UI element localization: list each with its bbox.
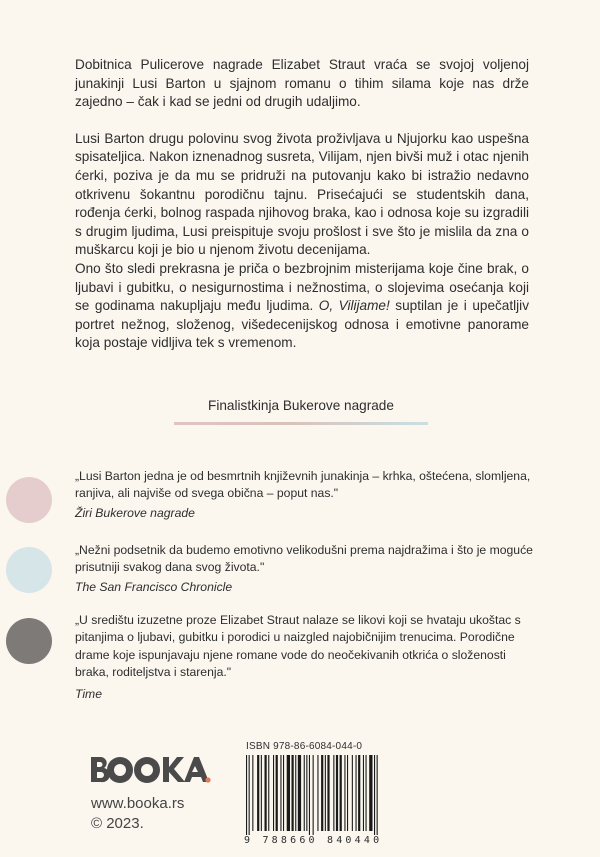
barcode-bar: [321, 755, 323, 831]
barcode-bar: [377, 755, 378, 835]
barcode-bar: [246, 755, 247, 835]
quote-3: [75, 612, 535, 703]
description-paragraph-3-end: suptilan je i upečatljiv portret nežnog, složenog, višedecenijskog odnosa i emotivne panorame koja postaje vidljiva tek s vremenom.: [75, 298, 529, 351]
barcode-bar: [304, 755, 305, 831]
description-paragraph-2: Lusi Barton drugu polovinu svog života proživljava u Njujorku kao uspešna spisateljica. Nakon iznenadnog susreta, Vilijam, njen bivši muž i otac njenih ćerki, poziva je da mu se pridruži na putovanju kako bi istražio nedavno otkrivenu šokantnu porodičnu tajnu. Prisećajući se studentskih dana, rođenja ćerki, bolnog raspada njihovog braka, kao i odnosa koje su izgradili s drugim ljudima, Lusi preispituje svoju prošlost i sve što je mislila da zna o muškarcu koji je bio u njenom životu decenijama.: [75, 130, 529, 258]
barcode-bar: [273, 755, 274, 831]
quote-1-marker: [0, 477, 52, 523]
award-badge-underline: [174, 422, 428, 425]
quote-2-text: „Nežni podsetnik da budemo emotivno velikodušni prema najdražima i što je moguće prisutniji svakog dana svog života.": [75, 543, 533, 575]
barcode-bar: [298, 755, 301, 831]
publisher-url[interactable]: www.booka.rs: [91, 795, 185, 812]
barcode-bar: [358, 755, 360, 831]
barcode-bar: [352, 755, 353, 831]
barcode-bar: [325, 755, 326, 831]
barcode-bar: [265, 755, 267, 831]
barcode-bar: [366, 755, 367, 831]
description-paragraph-3-text: Ono što sledi prekrasna je priča o bezbrojnim misterijama koje čine brak, o ljubavi i gubitku, o nesigurnostima i nežnostima, o slojevima osećanja koji se godinama nakupljaju među ljudima.: [75, 260, 529, 314]
barcode-bar: [280, 755, 281, 831]
quote-2-source: The San Francisco Chronicle: [75, 579, 233, 594]
barcode-bar: [333, 755, 334, 831]
booka-logo: [91, 755, 211, 785]
book-title-italic: O, Vilijame!: [318, 298, 390, 314]
barcode-bar: [347, 755, 348, 831]
book-description: [75, 56, 529, 353]
barcode-bar: [336, 755, 338, 831]
barcode-bar: [287, 755, 290, 831]
logo-dot: [205, 777, 210, 782]
copyright-year: © 2023.: [91, 815, 144, 832]
barcode-bar: [249, 755, 250, 835]
isbn-label: ISBN 978-86-6084-044-0: [246, 741, 363, 752]
quote-2: [75, 542, 535, 596]
barcode-bar: [295, 755, 296, 831]
barcode-bar: [257, 755, 259, 831]
barcode-bar: [252, 755, 253, 831]
barcode-bar: [317, 755, 318, 831]
barcode-bar: [292, 755, 294, 831]
quote-3-text: „U središtu izuzetne proze Elizabet Straut nalaze se likovi koji se hvataju ukoštac s pitanjima o ljubavi, gubitku i porodici u naizgled najobičnijim trenucima. Porodične drame koje ispunjavaju njene romane vode do neočekivanih otkrića o složenosti braka, roditeljstva i starenja.": [75, 613, 521, 680]
barcode-bar: [268, 755, 269, 831]
barcode-digits: 9 788660 840440: [244, 835, 383, 846]
award-badge: [174, 398, 428, 425]
description-paragraph-1: Dobitnica Pulicerove nagrade Elizabet Straut vraća se svojoj voljenoj junakinji Lusi Barton u sjajnom romanu o tihim silama koje nas drže zajedno – čak i kad se jedni od drugih udaljimo.: [75, 57, 529, 110]
quote-1-source: Žiri Bukerove nagrade: [75, 505, 195, 520]
description-paragraph-3: [75, 260, 529, 353]
barcode-bar: [356, 755, 357, 831]
barcode-bar: [283, 755, 284, 831]
barcode-bar: [313, 755, 314, 835]
barcode-bar: [344, 755, 345, 831]
quote-3-source: Time: [75, 686, 102, 701]
barcode-bar: [374, 755, 375, 835]
barcode-bar: [309, 755, 310, 835]
quote-1: [75, 468, 535, 522]
barcode-bar: [306, 755, 307, 831]
barcode-bar: [340, 755, 342, 831]
quote-3-marker: [0, 618, 52, 664]
quote-1-text: „Lusi Barton jedna je od besmrtnih književnih junakinja – krhka, oštećena, slomljena, ranjiva, ali najviše od svega obična – poput nas.": [75, 469, 531, 501]
barcode-bar: [369, 755, 372, 831]
isbn-barcode: [244, 755, 396, 835]
barcode-bar: [261, 755, 262, 831]
award-badge-text: Finalistkinja Bukerove nagrade: [208, 398, 394, 413]
barcode-bar: [327, 755, 329, 831]
quote-2-marker: [0, 547, 52, 593]
barcode-bar: [363, 755, 364, 831]
barcode-bar: [276, 755, 278, 831]
